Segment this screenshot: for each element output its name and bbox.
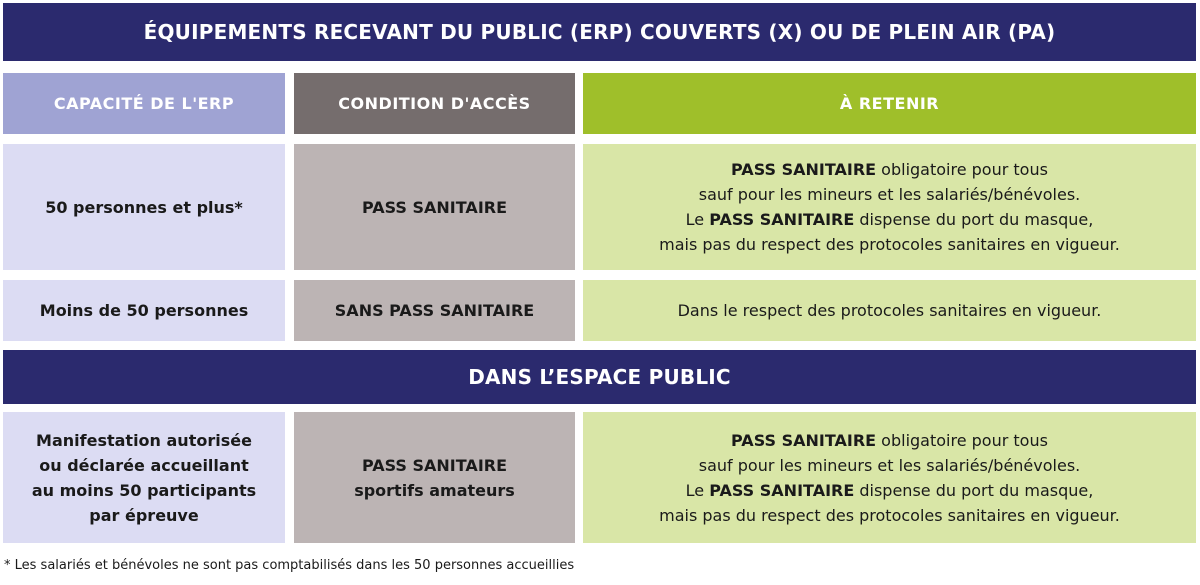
- row2-retain-text: Dans le respect des protocoles sanitaires en vigueur.: [677, 301, 1102, 320]
- header-capacity: [3, 73, 285, 134]
- row1-retain-l2: sauf pour les mineurs et les salariés/bénévoles.: [698, 185, 1081, 204]
- row3-retain-l3-pre: Le: [685, 480, 710, 500]
- row2-condition-text: SANS PASS SANITAIRE: [334, 301, 535, 320]
- row3-retain-l2: sauf pour les mineurs et les salariés/bénévoles.: [698, 455, 1081, 475]
- row3-retain-l3-rest: dispense du port du masque,: [854, 480, 1094, 500]
- row3-retain-text: [659, 428, 1120, 528]
- row2-retain: [583, 280, 1196, 341]
- row1-retain: [583, 144, 1196, 270]
- header-condition-label: CONDITION D'ACCÈS: [338, 94, 531, 113]
- row1-retain-l1-bold: PASS SANITAIRE: [731, 160, 877, 179]
- row3-capacity-l1: Manifestation autorisée: [36, 430, 252, 450]
- row3-condition-l2: sportifs amateurs: [354, 480, 515, 500]
- row1-retain-l1-rest: obligatoire pour tous: [876, 160, 1048, 179]
- header-capacity-label: CAPACITÉ DE L'ERP: [53, 94, 235, 113]
- row1-capacity-text: 50 personnes et plus*: [45, 197, 243, 217]
- row2-condition: [294, 280, 575, 341]
- header-condition: [294, 73, 575, 134]
- row3-retain-l4: mais pas du respect des protocoles sanitaires en vigueur.: [659, 505, 1120, 525]
- public-space-title: DANS L’ESPACE PUBLIC: [468, 365, 731, 389]
- row1-retain-l3-rest: dispense du port du masque,: [854, 210, 1094, 229]
- row1-retain-l4: mais pas du respect des protocoles sanitaires en vigueur.: [659, 235, 1120, 254]
- row3-retain-l1-rest: obligatoire pour tous: [876, 430, 1048, 450]
- row1-retain-l3-bold: PASS SANITAIRE: [709, 210, 855, 229]
- row2-capacity-text: Moins de 50 personnes: [39, 301, 249, 320]
- title-text: ÉQUIPEMENTS RECEVANT DU PUBLIC (ERP) COUVERTS (X) OU DE PLEIN AIR (PA): [143, 20, 1056, 44]
- row3-capacity-l4: par épreuve: [89, 505, 199, 525]
- row1-condition-text: PASS SANITAIRE: [361, 197, 508, 217]
- row3-capacity-l2: ou déclarée accueillant: [39, 455, 249, 475]
- row3-capacity-text: [32, 428, 256, 528]
- header-retain: [583, 73, 1196, 134]
- header-retain-label: À RETENIR: [839, 94, 940, 113]
- row3-condition: [294, 412, 575, 543]
- row3-condition-text: [354, 453, 515, 503]
- row3-retain-l3-bold: PASS SANITAIRE: [709, 480, 855, 500]
- row3-condition-l1: PASS SANITAIRE: [361, 455, 508, 475]
- row1-retain-text: [659, 157, 1120, 257]
- row2-capacity: [3, 280, 285, 341]
- title-band: [3, 3, 1196, 61]
- row3-capacity: [3, 412, 285, 543]
- footnote: * Les salariés et bénévoles ne sont pas comptabilisés dans les 50 personnes accueillies: [4, 558, 575, 573]
- row1-capacity: [3, 144, 285, 270]
- row3-retain-l1-bold: PASS SANITAIRE: [731, 430, 877, 450]
- public-space-band: [3, 350, 1196, 404]
- row3-capacity-l3: au moins 50 participants: [31, 480, 257, 500]
- row1-retain-l3-pre: Le: [685, 210, 710, 229]
- row3-retain: [583, 412, 1196, 543]
- row1-condition: [294, 144, 575, 270]
